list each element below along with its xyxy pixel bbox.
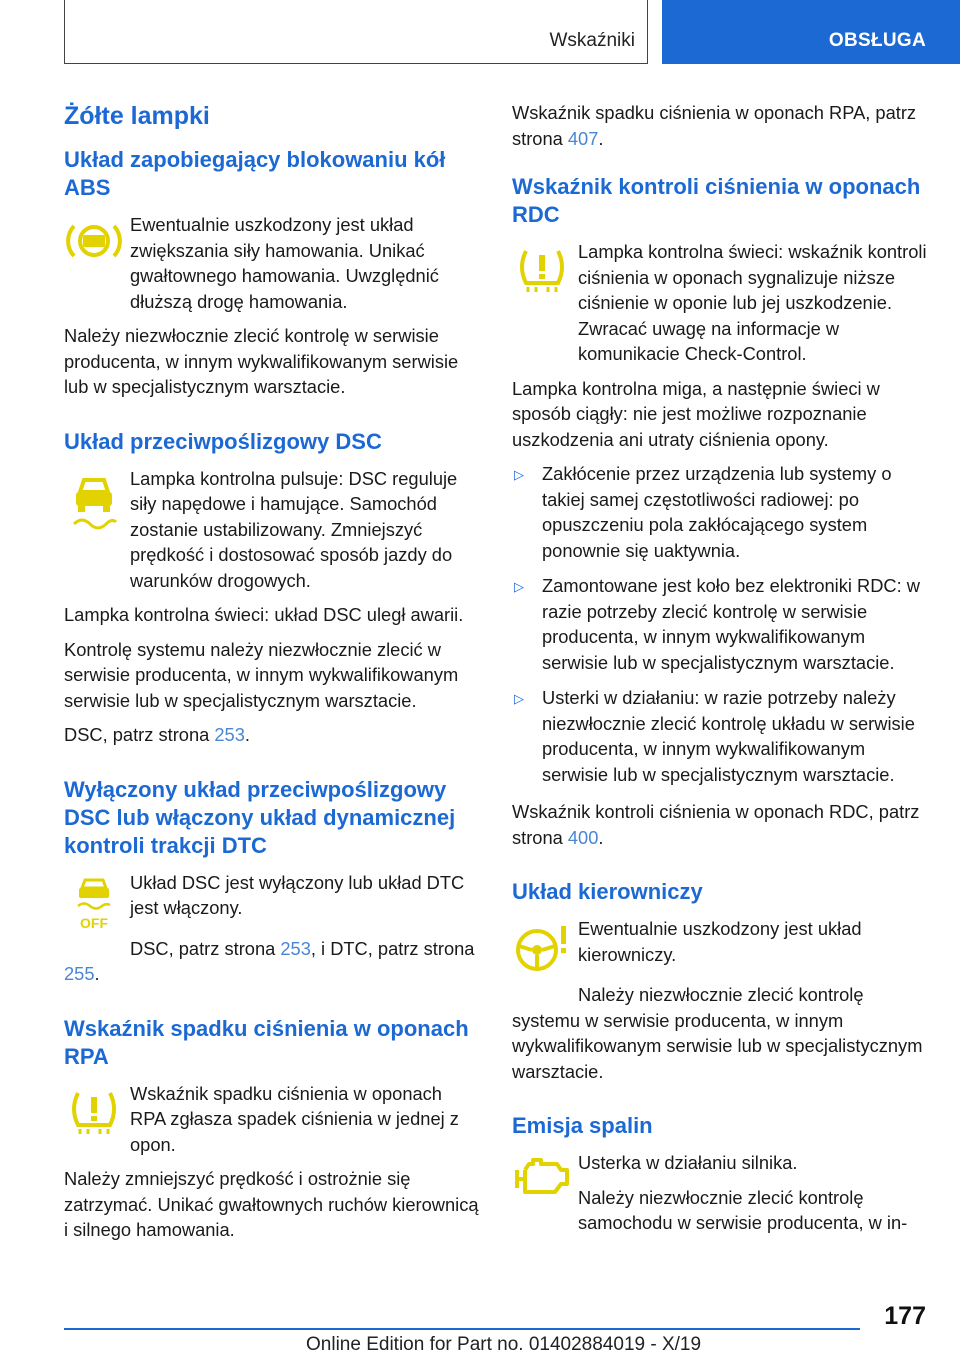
header-section-title: Wskaźniki bbox=[549, 30, 635, 51]
dsc-page-link-2[interactable]: 253 bbox=[280, 937, 311, 959]
svg-text:OFF: OFF bbox=[80, 914, 108, 930]
tire-pressure-icon bbox=[512, 245, 572, 305]
dsc-heading: Układ przeciwpoślizgowy DSC bbox=[64, 428, 382, 454]
dsc-off-heading: Wyłączony układ przeciwpoślizgowy DSC lub włączony układ dynamicznej kontroli trakcji DTC bbox=[64, 776, 456, 858]
rpa-block bbox=[64, 1081, 480, 1167]
emission-block bbox=[512, 1150, 928, 1245]
rdc-paragraph-2: Lampka kontrolna miga, a następnie świeci w sposób ciągły: nie jest możliwe rozpoznanie uszkodzenia ani utraty ciśnienia opony. bbox=[512, 377, 880, 450]
steering-block bbox=[512, 916, 928, 982]
left-column bbox=[64, 100, 480, 1252]
header-chapter-tab bbox=[662, 0, 960, 64]
engine-check-icon bbox=[512, 1156, 572, 1216]
list-item: ▷ Zamontowane jest koło bez elektroniki RDC: w razie potrzeby zlecić kontrolę w serwisie producenta, w innym wykwalifikowanym serwisie lub w specjalistycznym warsztacie. bbox=[512, 573, 928, 675]
dsc-text: Lampka kontrolna pulsuje: DSC reguluje siły napędowe i hamujące. Samochód zostanie ustabilizowany. Zmniejszyć prędkość i dostosować sposób jazdy do warunków drogowych. bbox=[130, 467, 458, 591]
abs-warning-icon bbox=[64, 218, 124, 278]
emission-heading: Emisja spalin bbox=[512, 1113, 653, 1138]
dsc-off-page-ref: DSC, patrz strona 253, i DTC, patrz strona 255. bbox=[64, 937, 475, 984]
abs-block bbox=[64, 212, 480, 323]
header-chapter-title: OBSŁUGA bbox=[828, 30, 926, 51]
footer-edition: Online Edition for Part no. 01402884019 - X/19 bbox=[306, 1334, 702, 1355]
abs-text: Ewentualnie uszkodzony jest układ zwiększania siły hamowania. Unikać gwałtownego hamowania. Uwzględnić dłuższą drogę hamowania. bbox=[130, 214, 439, 312]
page-number: 177 bbox=[884, 1302, 926, 1330]
dsc-page-link[interactable]: 253 bbox=[214, 724, 245, 745]
right-column bbox=[512, 100, 928, 1245]
rdc-page-ref: Wskaźnik kontroli ciśnienia w oponach RDC, patrz strona 400. bbox=[512, 801, 920, 848]
steering-paragraph: Należy niezwłocznie zlecić kontrolę systemu w serwisie producenta, w innym wykwalifikowanym serwisie lub w specjalistycznym warsztacie. bbox=[512, 984, 923, 1082]
emission-paragraph: Należy niezwłocznie zlecić kontrolę samochodu w serwisie producenta, w in- bbox=[578, 1186, 908, 1233]
rdc-heading: Wskaźnik kontroli ciśnienia w oponach RDC bbox=[512, 174, 921, 227]
dsc-off-text: Układ DSC jest wyłączony lub układ DTC jest włączony. bbox=[130, 871, 465, 918]
rdc-text: Lampka kontrolna świeci: wskaźnik kontroli ciśnienia w oponach sygnalizuje niższe ciśnienie w oponie lub jej uszkodzenie. Zwracać uwagę na informacje w komunikacie Check-Control. bbox=[578, 241, 927, 364]
dsc-page-ref: DSC, patrz strona 253. bbox=[64, 724, 250, 745]
rdc-block bbox=[512, 239, 928, 376]
triangle-bullet-icon: ▷ bbox=[514, 467, 524, 482]
header-section-box bbox=[64, 0, 648, 64]
rpa-paragraph: Należy zmniejszyć prędkość i ostrożnie się zatrzymać. Unikać gwałtownych ruchów kierownicą i silnego hamowania. bbox=[64, 1168, 479, 1240]
abs-paragraph: Należy niezwłocznie zlecić kontrolę w serwisie producenta, w innym wykwalifikowanym serwisie lub w specjalistycznym warsztacie. bbox=[64, 325, 459, 397]
list-item: ▷ Zakłócenie przez urządzenia lub systemy o takiej samej częstotliwości radiowej: po opuszczeniu pola zakłócającego system ponownie się uaktywnia. bbox=[512, 461, 928, 563]
footer-divider bbox=[64, 1328, 860, 1330]
rdc-bullet-list bbox=[512, 461, 928, 787]
emission-text: Usterka w działaniu silnika. bbox=[578, 1152, 798, 1173]
rdc-page-link[interactable]: 400 bbox=[567, 826, 599, 848]
tire-pressure-icon bbox=[64, 1087, 124, 1147]
dsc-skid-icon bbox=[64, 472, 124, 532]
dsc-block bbox=[64, 466, 480, 603]
rpa-page-ref: Wskaźnik spadku ciśnienia w oponach RPA, patrz strona 407. bbox=[512, 102, 917, 149]
steering-heading: Układ kierowniczy bbox=[512, 879, 703, 904]
dsc-off-block bbox=[64, 870, 480, 936]
steering-text: Ewentualnie uszkodzony jest układ kierowniczy. bbox=[578, 918, 862, 965]
rpa-page-link[interactable]: 407 bbox=[567, 127, 599, 149]
dtc-page-link[interactable]: 255 bbox=[64, 963, 95, 984]
rpa-heading: Wskaźnik spadku ciśnienia w oponach RPA bbox=[64, 1015, 469, 1069]
dsc-off-icon bbox=[64, 876, 124, 936]
steering-warning-icon bbox=[512, 922, 572, 982]
rpa-text: Wskaźnik spadku ciśnienia w oponach RPA zgłasza spadek ciśnienia w jednej z opon. bbox=[130, 1082, 459, 1155]
page-title: Żółte lampki bbox=[64, 102, 210, 130]
dsc-paragraph-3: Kontrolę systemu należy niezwłocznie zlecić w serwisie producenta, w innym wykwalifikowanym serwisie lub w specjalistycznym warsztacie. bbox=[64, 638, 459, 711]
list-item: ▷ Usterki w działaniu: w razie potrzeby należy niezwłocznie zlecić kontrolę układu w serwisie producenta, w innym wykwalifikowanym serwisie lub w specjalistycznym warsztacie. bbox=[512, 685, 928, 787]
dsc-paragraph-2: Lampka kontrolna świeci: układ DSC uległ awarii. bbox=[64, 604, 464, 625]
triangle-bullet-icon: ▷ bbox=[514, 579, 524, 594]
abs-heading: Układ zapobiegający blokowaniu kół ABS bbox=[64, 147, 446, 200]
triangle-bullet-icon: ▷ bbox=[514, 691, 524, 706]
